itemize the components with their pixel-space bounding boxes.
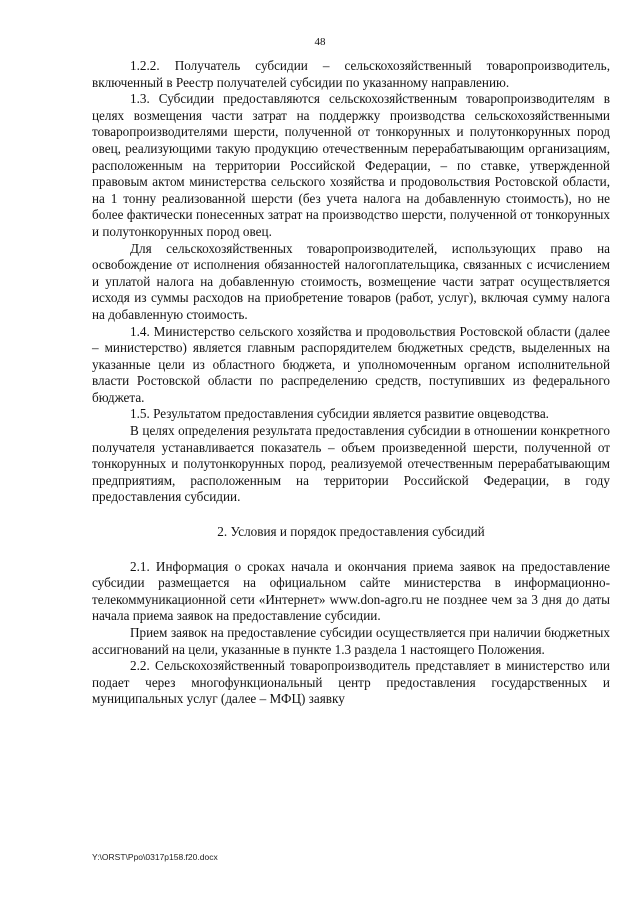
footer-file-path: Y:\ORST\Ppo\0317p158.f20.docx	[92, 852, 218, 862]
paragraph-2-2: 2.2. Сельскохозяйственный товаропроизводитель представляет в министерство или подает через многофункциональный центр предоставления государственных и муниципальных услуг (далее – МФЦ) заявку	[92, 658, 610, 707]
page-number: 48	[314, 36, 326, 48]
document-body	[92, 58, 610, 708]
paragraph-1-5: 1.5. Результатом предоставления субсидии является развитие овцеводства.	[130, 406, 549, 422]
paragraph-1-3: 1.3. Субсидии предоставляются сельскохозяйственным товаропроизводителям в целях возмещения части затрат на поддержку производства сельскохозяйственными товаропроизводителями шерсти, полученной от тонкорунных и полутонкорунных пород овец, реализующими такую продукцию отечественным перерабатывающим организациям, расположенным на территории Российской Федерации, – по ставке, утвержденной правовым актом министерства сельского хозяйства и продовольствия Ростовской области, на 1 тонну реализованной шерсти (без учета налога на добавленную стоимость), но не более фактически понесенных затрат на производство шерсти, полученной от тонкорунных и полутонкорунных пород овец.	[92, 91, 610, 239]
paragraph-2-1: 2.1. Информация о сроках начала и окончания приема заявок на предоставление субсидии размещается на официальном сайте министерства в информационно-телекоммуникационной сети «Интернет» www.don-agro.ru не позднее чем за 3 дня до даты начала приема заявок на предоставление субсидии.	[92, 558, 610, 624]
paragraph-2-1-budget: Прием заявок на предоставление субсидии осуществляется при наличии бюджетных ассигнований на цели, указанные в пункте 1.3 раздела 1 настоящего Положения.	[92, 625, 610, 657]
paragraph-1-4: 1.4. Министерство сельского хозяйства и продовольствия Ростовской области (далее – министерство) является главным распорядителем бюджетных средств, выделенных на указанные цели из областного бюджета, и уполномоченным органом исполнительной власти Ростовской области по распределению средств, поступивших из федерального бюджета.	[92, 323, 610, 405]
section-heading: 2. Условия и порядок предоставления субсидий	[217, 524, 485, 540]
paragraph-1-3-vat: Для сельскохозяйственных товаропроизводителей, использующих право на освобождение от исполнения обязанностей налогоплательщика, связанных с исчислением и уплатой налога на добавленную стоимость, возмещение части затрат осуществляется исходя из суммы расходов на приобретение товаров (работ, услуг), включая сумму налога на добавленную стоимость.	[92, 240, 610, 322]
paragraph-1-5-indicator: В целях определения результата предоставления субсидии в отношении конкретного получателя устанавливается показатель – объем произведенной шерсти, полученной от тонкорунных и полутонкорунных пород, реализуемой отечественным перерабатывающим предприятиям, расположенным на территории Российской Федерации, в году предоставления субсидии.	[92, 423, 610, 505]
paragraph-1-2-2: 1.2.2. Получатель субсидии – сельскохозяйственный товаропроизводитель, включенный в Реестр получателей субсидии по указанному направлению.	[92, 58, 610, 90]
